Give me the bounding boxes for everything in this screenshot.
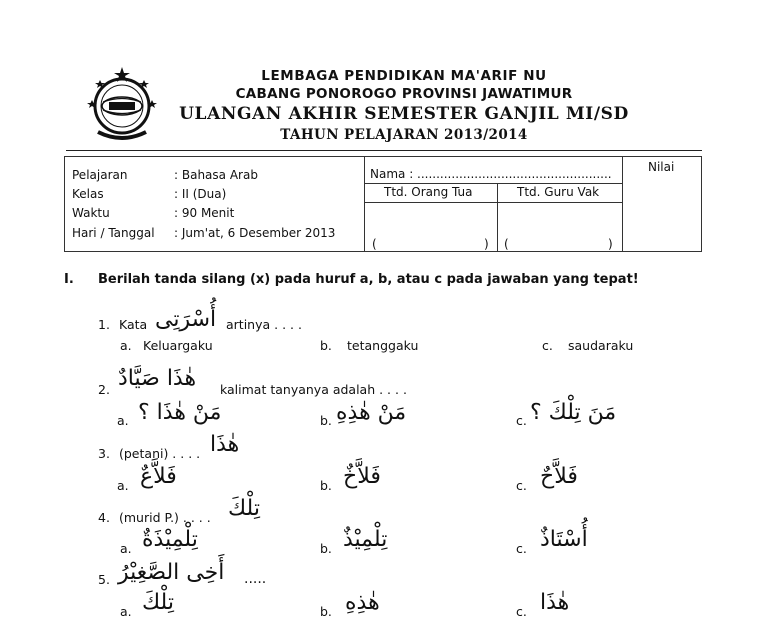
header-rule [66,150,702,151]
question-text: ..... [244,571,267,587]
option-letter: b. [320,338,332,353]
option-arabic: مَنْ هٰذِهِ [336,400,407,425]
option-letter: b. [320,478,332,493]
signature-teacher-label: Ttd. Guru Vak [517,185,600,199]
divider [364,202,622,203]
info-value: : Jum'at, 6 Desember 2013 [174,226,336,240]
score-label: Nilai [648,160,675,174]
signature-parent-label: Ttd. Orang Tua [384,185,473,199]
header-line-1: LEMBAGA PENDIDIKAN MA'ARIF NU [261,68,547,84]
option-letter: b. [320,541,332,556]
question-number: 4. [98,510,110,525]
question-arabic: هٰذَا [210,432,240,457]
option-letter: a. [117,478,129,493]
divider [622,156,623,252]
question-text: artinya . . . . [226,317,302,332]
question-arabic: أُسْرَتِى [155,307,217,332]
divider [497,183,498,252]
option-arabic: أُسْتَاذٌ [540,527,588,552]
option-arabic: فَلاَّحٌ [540,464,578,489]
section-number: I. [64,272,74,287]
header-line-2: CABANG PONOROGO PROVINSI JAWATIMUR [235,86,573,102]
question-number: 1. [98,317,110,332]
question-text: Kata [119,317,148,332]
info-label: Kelas [72,187,104,201]
info-value: : II (Dua) [174,187,227,201]
question-arabic: هٰذَا صَيَّادٌ [118,366,197,391]
info-label: Pelajaran [72,168,128,182]
question-text: kalimat tanyanya adalah . . . . [220,382,407,397]
question-arabic: تِلْكَ [228,496,260,521]
option-arabic: مَنَ تِلْكَ ؟ [530,400,617,425]
question-arabic: أَخِى الصَّغِيْرُ [118,560,225,585]
option-arabic: هٰذِهِ [345,590,380,615]
question-text: (murid P.) . . . . [119,510,211,525]
signature-parent-paren: ( [372,237,377,251]
option-letter: a. [120,338,132,353]
academic-year: TAHUN PELAJARAN 2013/2014 [280,127,528,143]
exam-title: ULANGAN AKHIR SEMESTER GANJIL MI/SD [179,104,629,124]
option-letter: b. [320,604,332,619]
name-field[interactable]: Nama : ................................................... [370,167,612,181]
option-text: saudaraku [568,338,634,353]
option-arabic: تِلْمِيْذٌ [343,527,388,552]
option-arabic: تِلْكَ [142,590,174,615]
question-number: 3. [98,446,110,461]
option-letter: c. [516,604,527,619]
section-instruction: Berilah tanda silang (x) pada huruf a, b, atau c pada jawaban yang tepat! [98,272,639,287]
option-letter: c. [516,413,527,428]
option-arabic: فَلاَّخٌ [343,464,381,489]
option-letter: b. [320,413,332,428]
option-letter: c. [516,541,527,556]
option-letter: c. [516,478,527,493]
signature-teacher-paren: ) [608,237,613,251]
question-number: 5. [98,572,110,587]
info-label: Hari / Tanggal [72,226,155,240]
divider [364,156,365,252]
info-value: : Bahasa Arab [174,168,258,182]
option-arabic: مَنْ هٰذَا ؟ [138,400,222,425]
signature-parent-paren: ) [484,237,489,251]
option-letter: a. [120,541,132,556]
question-text: (petani) . . . . [119,446,201,461]
signature-teacher-paren: ( [504,237,509,251]
question-number: 2. [98,382,110,397]
option-arabic: تِلْمِيْذَةٌ [142,527,198,552]
option-letter: a. [117,413,129,428]
option-letter: a. [120,604,132,619]
option-arabic: هٰذَا [540,590,570,615]
option-text: tetanggaku [347,338,419,353]
divider [364,183,622,184]
option-text: Keluargaku [143,338,213,353]
option-letter: c. [542,338,553,353]
info-value: : 90 Menit [174,206,235,220]
info-label: Waktu [72,206,110,220]
option-arabic: فَلاَّعٌ [140,464,177,489]
